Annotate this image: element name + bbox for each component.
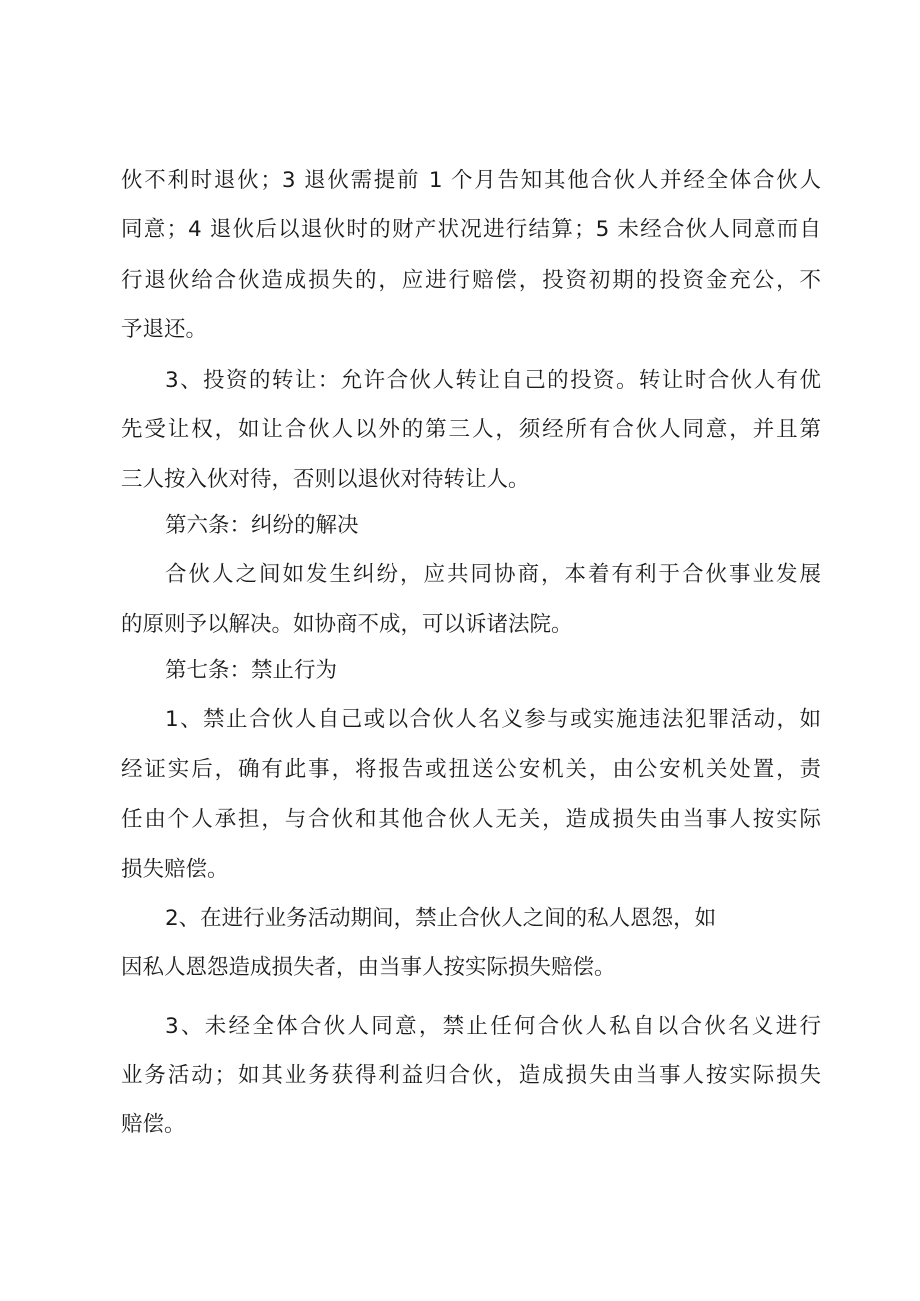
text-line: 予退还。	[121, 317, 208, 342]
text-line: 因私人恩怨造成损失者，由当事人按实际损失赔偿。	[121, 955, 616, 980]
text-line: 损失赔偿。	[121, 857, 229, 882]
text-line: 2、在进行业务活动期间，禁止合伙人之间的私人恩怨，如	[165, 906, 717, 931]
text-line: 任由个人承担，与合伙和其他合伙人无关，造成损失由当事人按实际	[121, 807, 821, 832]
text-line: 同意；4 退伙后以退伙时的财产状况进行结算；5 未经合伙人同意而自	[121, 217, 821, 242]
text-line: 行退伙给合伙造成损失的，应进行赔偿，投资初期的投资金充公，不	[121, 268, 821, 293]
text-line: 1、禁止合伙人自己或以合伙人名义参与或实施违法犯罪活动，如	[165, 707, 821, 732]
text-line: 合伙人之间如发生纠纷，应共同协商，本着有利于合伙事业发展	[165, 562, 821, 587]
text-line: 伙不利时退伙；3 退伙需提前 1 个月告知其他合伙人并经全体合伙人	[121, 168, 821, 193]
text-line: 3、未经全体合伙人同意，禁止任何合伙人私自以合伙名义进行	[165, 1014, 821, 1039]
text-line: 先受让权，如让合伙人以外的第三人，须经所有合伙人同意，并且第	[121, 417, 821, 442]
text-line: 3、投资的转让：允许合伙人转让自己的投资。转让时合伙人有优	[165, 368, 821, 393]
section-heading: 第六条：纠纷的解决	[165, 513, 359, 538]
text-line: 业务活动；如其业务获得利益归合伙，造成损失由当事人按实际损失	[121, 1063, 821, 1088]
text-line: 三人按入伙对待，否则以退伙对待转让人。	[121, 467, 530, 492]
text-line: 赔偿。	[121, 1112, 186, 1137]
text-line: 的原则予以解决。如协商不成，可以诉诸法院。	[121, 612, 573, 637]
section-heading: 第七条：禁止行为	[165, 658, 338, 683]
text-line: 经证实后，确有此事，将报告或扭送公安机关，由公安机关处置，责	[121, 757, 821, 782]
